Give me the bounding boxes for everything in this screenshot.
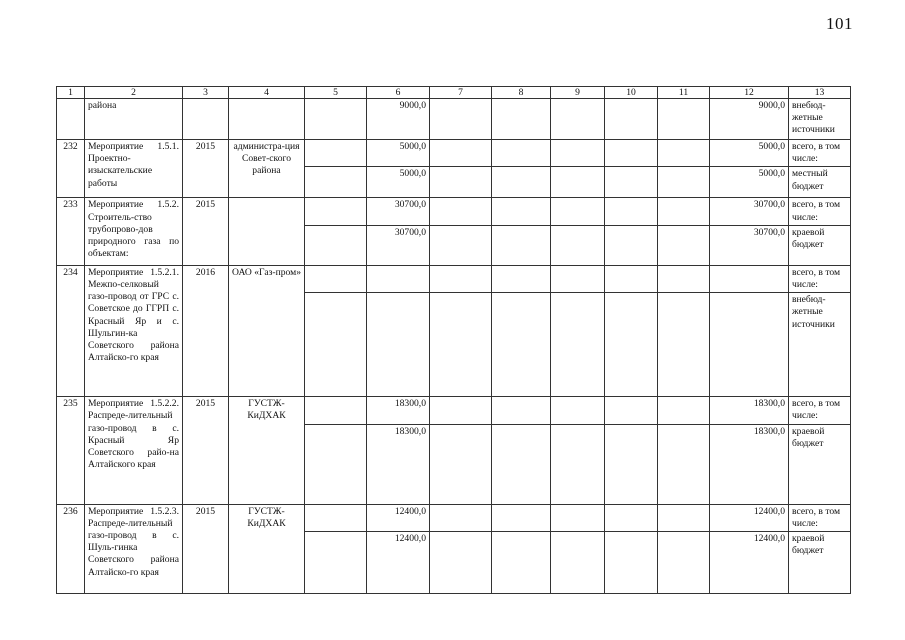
amount-cell: 12400,0 [367, 504, 430, 531]
source-cell: всего, в том числе: [789, 504, 851, 531]
source-cell: краевой бюджет [789, 225, 851, 265]
table-row [57, 265, 851, 292]
source-cell: внебюд-жетные источники [789, 293, 851, 397]
source-cell: внебюд-жетные источники [789, 99, 851, 140]
year-cell: 2015 [183, 140, 229, 198]
measure-name-cell: Мероприятие 1.5.2.2. Распреде-лительный газо-провод в с. Красный Яр Советского райо-на Алтайского края [85, 397, 183, 504]
source-cell: местный бюджет [789, 167, 851, 198]
row-number-cell: 235 [57, 397, 85, 504]
source-cell: всего, в том числе: [789, 198, 851, 225]
measure-name-cell: Мероприятие 1.5.2. Строитель-ство трубопрово-дов природного газа по объектам: [85, 198, 183, 265]
executor-cell [229, 198, 305, 265]
header-cell: 4 [229, 87, 305, 99]
table-row [57, 198, 851, 225]
total-cell: 12400,0 [710, 504, 789, 531]
amount-cell [367, 265, 430, 292]
executor-cell [229, 99, 305, 140]
header-cell: 6 [367, 87, 430, 99]
source-cell: всего, в том числе: [789, 140, 851, 167]
source-cell: всего, в том числе: [789, 397, 851, 424]
executor-cell: администра-ция Совет-ского района [229, 140, 305, 198]
row-number-cell: 233 [57, 198, 85, 265]
header-cell: 13 [789, 87, 851, 99]
total-cell: 5000,0 [710, 167, 789, 198]
amount-cell: 5000,0 [367, 140, 430, 167]
measure-name-cell: Мероприятие 1.5.2.3. Распреде-лительный газо-провод в с. Шуль-гинка Советского района Алтайско-го края [85, 504, 183, 593]
amount-cell [367, 293, 430, 397]
total-cell: 12400,0 [710, 532, 789, 594]
header-cell: 5 [305, 87, 367, 99]
header-cell: 7 [430, 87, 492, 99]
amount-cell: 18300,0 [367, 397, 430, 424]
header-cell: 9 [551, 87, 605, 99]
header-row [57, 87, 851, 99]
amount-cell: 12400,0 [367, 532, 430, 594]
source-cell: краевой бюджет [789, 532, 851, 594]
header-cell: 1 [57, 87, 85, 99]
year-cell: 2015 [183, 198, 229, 265]
table-row [57, 397, 851, 424]
source-cell: краевой бюджет [789, 424, 851, 504]
total-cell: 30700,0 [710, 225, 789, 265]
table-row [57, 504, 851, 531]
executor-cell: ОАО «Газ-пром» [229, 265, 305, 396]
row-number-cell [57, 99, 85, 140]
header-cell: 11 [658, 87, 710, 99]
row-number-cell: 236 [57, 504, 85, 593]
table-row-continuation [57, 99, 851, 140]
year-cell: 2015 [183, 504, 229, 593]
amount-cell: 30700,0 [367, 198, 430, 225]
amount-cell: 5000,0 [367, 167, 430, 198]
total-cell: 30700,0 [710, 198, 789, 225]
total-cell: 18300,0 [710, 397, 789, 424]
total-cell [710, 265, 789, 292]
header-cell: 2 [85, 87, 183, 99]
header-cell: 3 [183, 87, 229, 99]
total-cell: 9000,0 [710, 99, 789, 140]
header-cell: 10 [605, 87, 658, 99]
executor-cell: ГУСТЖ-КиДХАК [229, 504, 305, 593]
total-cell [710, 293, 789, 397]
year-cell [183, 99, 229, 140]
header-cell: 12 [710, 87, 789, 99]
year-cell: 2015 [183, 397, 229, 504]
year-cell: 2016 [183, 265, 229, 396]
budget-table [56, 86, 851, 594]
total-cell: 18300,0 [710, 424, 789, 504]
source-cell: всего, в том числе: [789, 265, 851, 292]
measure-name-cell: района [85, 99, 183, 140]
table-row [57, 140, 851, 167]
measure-name-cell: Мероприятие 1.5.2.1. Межпо-селковый газо-провод от ГРС с. Советское до ГГРП с. Красный Яр и с. Шульгин-ка Советского района Алтайско-го края [85, 265, 183, 396]
page-number: 101 [826, 14, 853, 33]
amount-cell: 30700,0 [367, 225, 430, 265]
measure-name-cell: Мероприятие 1.5.1. Проектно-изыскательские работы [85, 140, 183, 198]
executor-cell: ГУСТЖ-КиДХАК [229, 397, 305, 504]
header-cell: 8 [492, 87, 551, 99]
amount-cell: 9000,0 [367, 99, 430, 140]
row-number-cell: 234 [57, 265, 85, 396]
total-cell: 5000,0 [710, 140, 789, 167]
amount-cell: 18300,0 [367, 424, 430, 504]
row-number-cell: 232 [57, 140, 85, 198]
